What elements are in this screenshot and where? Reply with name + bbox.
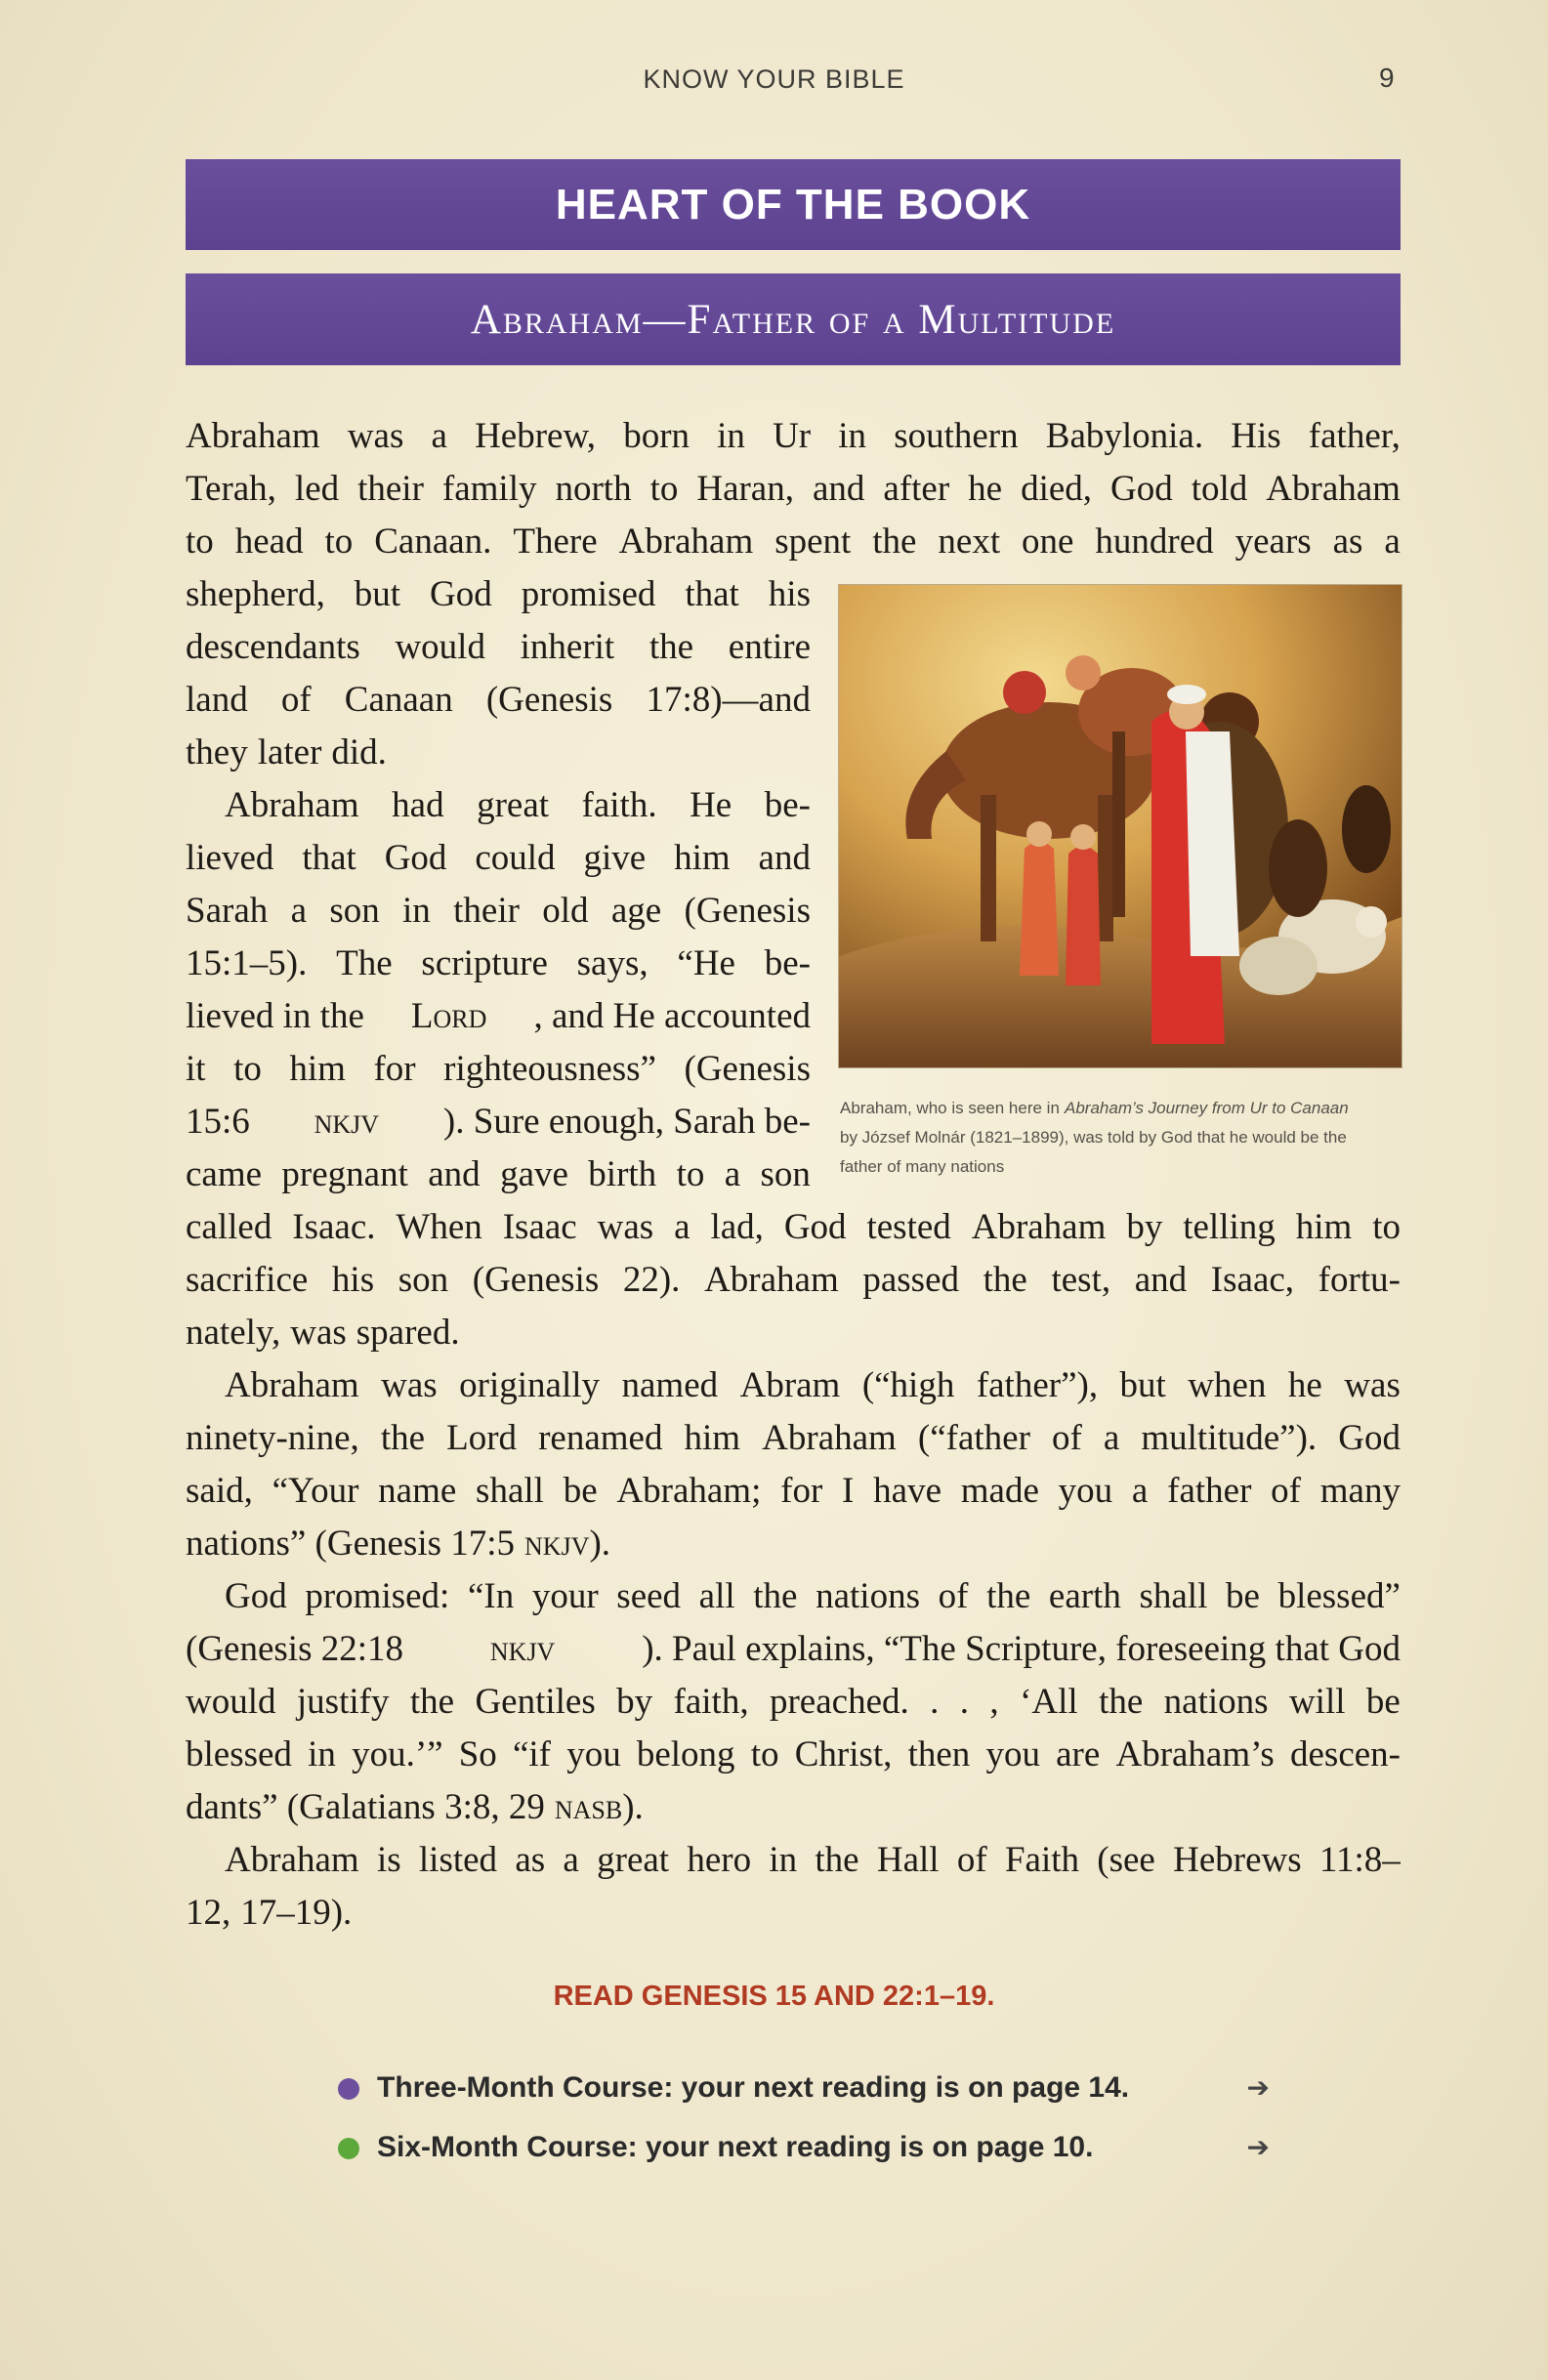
text-run: (Genesis 22:18 bbox=[186, 1629, 403, 1669]
text-line: called Isaac. When Isaac was a lad, God tested Abraham by telling him to bbox=[186, 1207, 1401, 1247]
text-run: dants” (Galatians 3:8, 29 bbox=[186, 1787, 545, 1827]
course-label: Six-Month Course: your next reading is on page 10. bbox=[377, 2131, 1094, 2163]
course-label: Three-Month Course: your next reading is on page 14. bbox=[377, 2071, 1130, 2104]
version-abbrev: nkjv bbox=[489, 1629, 556, 1669]
section-heading: HEART OF THE BOOK bbox=[186, 159, 1401, 250]
page-number: 9 bbox=[1379, 63, 1395, 93]
text-line: said, “Your name shall be Abraham; for I have made you a father of many bbox=[186, 1471, 1401, 1511]
caption-text: Abraham, who is seen here in bbox=[840, 1099, 1060, 1117]
text-run: ). Sure enough, Sarah be- bbox=[442, 1102, 811, 1142]
text-line: Sarah a son in their old age (Genesis bbox=[186, 891, 811, 931]
text-run: ). Paul explains, “The Scripture, foreseeing that God bbox=[642, 1629, 1401, 1669]
painting-title: Abraham’s Journey from Ur to Canaan bbox=[1065, 1099, 1349, 1117]
text-line bbox=[186, 990, 811, 1043]
text-line: Abraham is listed as a great hero in the Hall of Faith (see Hebrews 11:8– bbox=[225, 1840, 1401, 1880]
text-line: ninety-nine, the Lord renamed him Abraham (“father of a multitude”). God bbox=[186, 1418, 1401, 1458]
text-line: God promised: “In your seed all the nations of the earth shall be blessed” bbox=[225, 1576, 1401, 1616]
text-line: shepherd, but God promised that his bbox=[186, 574, 811, 614]
text-line: Abraham was a Hebrew, born in Ur in southern Babylonia. His father, bbox=[186, 416, 1401, 456]
section-subheading: Abraham—Father of a Multitude bbox=[186, 273, 1401, 365]
text-line: blessed in you.’” So “if you belong to Christ, then you are Abraham’s descen- bbox=[186, 1734, 1401, 1775]
running-header: KNOW YOUR BIBLE bbox=[643, 64, 905, 94]
text-line: land of Canaan (Genesis 17:8)—and bbox=[186, 680, 811, 720]
purple-bullet-icon bbox=[338, 2078, 359, 2100]
caption-line: by József Molnár (1821–1899), was told by God that he would be the bbox=[840, 1128, 1347, 1147]
continued-paragraph bbox=[186, 1201, 1401, 1940]
version-abbrev: nkjv bbox=[524, 1524, 590, 1564]
text-line: Abraham was originally named Abram (“high father”), but when he was bbox=[225, 1365, 1401, 1405]
text-line bbox=[186, 1518, 1401, 1570]
text-run: ). bbox=[589, 1524, 611, 1564]
caption-line: father of many nations bbox=[840, 1157, 1005, 1176]
narrow-column-text bbox=[186, 568, 811, 1201]
text-line bbox=[186, 1623, 1401, 1676]
figure-caption bbox=[840, 1094, 1406, 1182]
text-line: lieved that God could give him and bbox=[186, 838, 811, 878]
text-run: nations” (Genesis 17:5 bbox=[186, 1524, 516, 1564]
lord-small-caps: Lord bbox=[410, 996, 487, 1036]
text-line: it to him for righteousness” (Genesis bbox=[186, 1049, 811, 1089]
green-bullet-icon bbox=[338, 2138, 359, 2159]
text-line: descendants would inherit the entire bbox=[186, 627, 811, 667]
abraham-painting bbox=[839, 585, 1402, 1067]
text-run: lieved in the bbox=[186, 996, 364, 1036]
arrow-right-icon[interactable]: ➔ bbox=[1246, 2072, 1270, 2103]
caption-line bbox=[840, 1094, 1406, 1123]
text-line: Terah, led their family north to Haran, and after he died, God told Abraham bbox=[186, 469, 1401, 509]
text-line: nately, was spared. bbox=[186, 1313, 460, 1353]
arrow-right-icon[interactable]: ➔ bbox=[1246, 2132, 1270, 2162]
text-run: ). bbox=[622, 1787, 644, 1827]
text-line bbox=[186, 1781, 1401, 1834]
course-six-month[interactable] bbox=[332, 2126, 1270, 2169]
reading-instruction: READ GENESIS 15 AND 22:1–19. bbox=[553, 1981, 995, 2012]
text-line: to head to Canaan. There Abraham spent the next one hundred years as a bbox=[186, 522, 1401, 562]
text-line: would justify the Gentiles by faith, preached. . . , ‘All the nations will be bbox=[186, 1682, 1401, 1722]
text-line: 15:1–5). The scripture says, “He be- bbox=[186, 943, 811, 983]
text-run: , and He accounted bbox=[533, 996, 811, 1036]
text-line: sacrifice his son (Genesis 22). Abraham passed the test, and Isaac, fortu- bbox=[186, 1260, 1401, 1300]
text-line: Abraham had great faith. He be- bbox=[225, 785, 811, 825]
text-line bbox=[186, 1096, 811, 1148]
text-line: 12, 17–19). bbox=[186, 1893, 353, 1933]
text-line: they later did. bbox=[186, 732, 387, 772]
intro-paragraph bbox=[186, 410, 1401, 568]
text-line: came pregnant and gave birth to a son bbox=[186, 1154, 811, 1194]
course-three-month[interactable] bbox=[332, 2067, 1270, 2109]
text-run: 15:6 bbox=[186, 1102, 250, 1142]
version-abbrev: nasb bbox=[554, 1787, 623, 1827]
version-abbrev: nkjv bbox=[314, 1102, 380, 1142]
